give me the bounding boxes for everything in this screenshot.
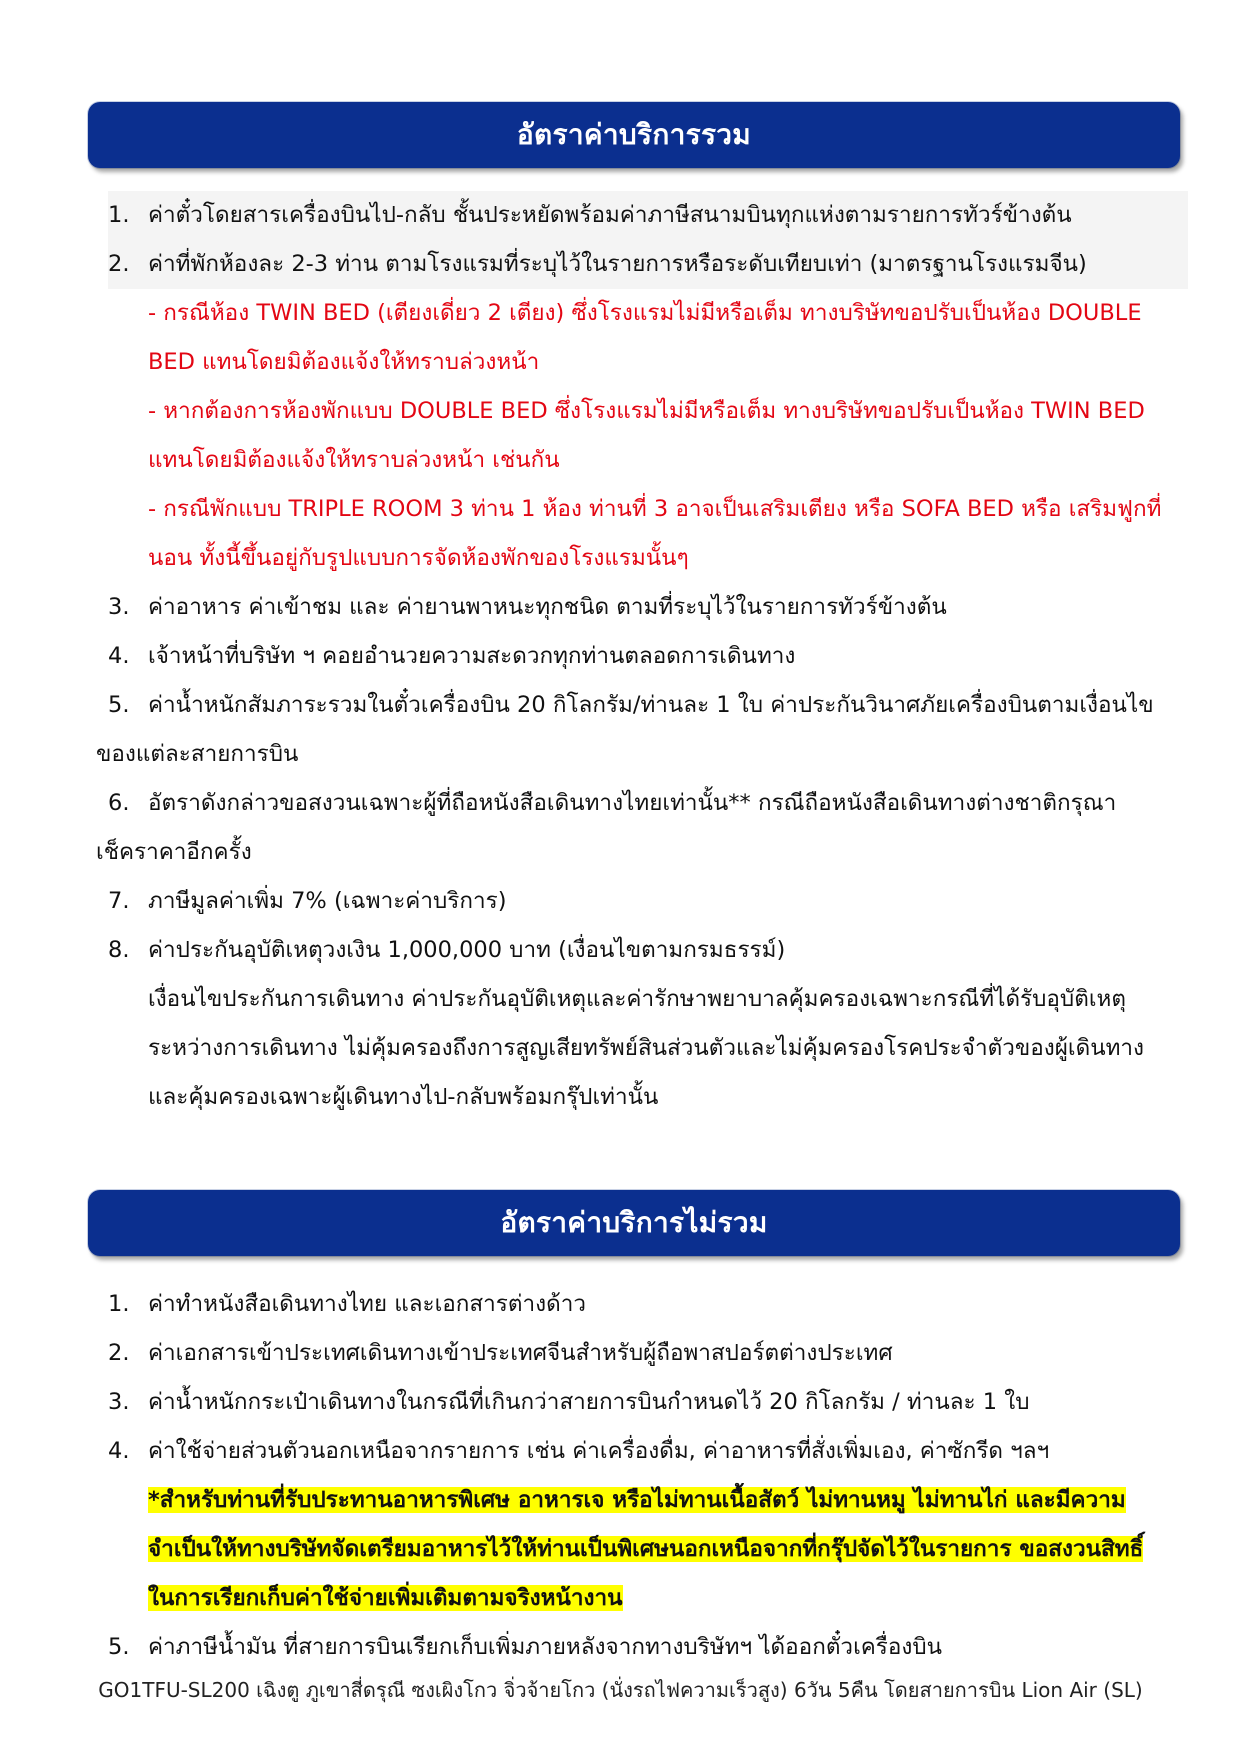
item-text: ค่าน้ำหนักกระเป๋าเดินทางในกรณีที่เกินกว่าสายการบินกำหนดไว้ 20 กิโลกรัม / ท่านละ 1 ใบ xyxy=(148,1389,1030,1415)
highlighted-text: จำเป็นให้ทางบริษัทจัดเตรียมอาหารไว้ให้ท่านเป็นพิเศษนอกเหนือจากที่กรุ๊ปจัดไว้ในรายการ ขอสงวนสิทธิ์ xyxy=(148,1536,1144,1562)
item-text: ค่าประกันอุบัติเหตุวงเงิน 1,000,000 บาท (เงื่อนไขตามกรมธรรม์) xyxy=(148,937,786,963)
excluded-title: อัตราค่าบริการไม่รวม xyxy=(500,1206,768,1239)
item-text: ค่าน้ำหนักสัมภาระรวมในตั๋วเครื่องบิน 20 กิโลกรัม/ท่านละ 1 ใบ ค่าประกันวินาศภัยเครื่องบินตามเงื่อนไข xyxy=(148,692,1154,718)
item-text: ภาษีมูลค่าเพิ่ม 7% (เฉพาะค่าบริการ) xyxy=(148,888,507,914)
room-note-line: นอน ทั้งนี้ขึ้นอยู่กับรูปแบบการจัดห้องพักของโรงแรมนั้นๆ xyxy=(148,545,689,571)
highlighted-text: ในการเรียกเก็บค่าใช้จ่ายเพิ่มเติมตามจริงหน้างาน xyxy=(148,1585,623,1611)
excluded-banner xyxy=(88,1190,1180,1256)
item-text: ค่าตั๋วโดยสารเครื่องบินไป-กลับ ชั้นประหยัดพร้อมค่าภาษีสนามบินทุกแห่งตามรายการทัวร์ข้างต้น xyxy=(148,202,1072,228)
item-number: 3. xyxy=(108,594,130,620)
item-text: ค่าอาหาร ค่าเข้าชม และ ค่ายานพาหนะทุกชนิด ตามที่ระบุไว้ในรายการทัวร์ข้างต้น xyxy=(148,594,947,620)
item-number: 2. xyxy=(108,1340,130,1366)
list-item xyxy=(108,779,1188,828)
room-note-line: - หากต้องการห้องพักแบบ DOUBLE BED ซึ่งโรงแรมไม่มีหรือเต็ม ทางบริษัทขอปรับเป็นห้อง TWIN BED xyxy=(148,398,1145,424)
item-text: ค่าภาษีน้ำมัน ที่สายการบินเรียกเก็บเพิ่มภายหลังจากทางบริษัทฯ ได้ออกตั๋วเครื่องบิน xyxy=(148,1634,943,1660)
item-text: ค่าเอกสารเข้าประเทศเดินทางเข้าประเทศจีนสำหรับผู้ถือพาสปอร์ตต่างประเทศ xyxy=(148,1340,893,1366)
included-banner xyxy=(88,102,1180,168)
item-number: 6. xyxy=(108,790,130,816)
item-continuation: เช็คราคาอีกครั้ง xyxy=(96,839,252,865)
room-note-line: BED แทนโดยมิต้องแจ้งให้ทราบล่วงหน้า xyxy=(148,349,540,375)
highlighted-text: *สำหรับท่านที่รับประทานอาหารพิเศษ อาหารเจ หรือไม่ทานเนื้อสัตว์ ไม่ทานหมู ไม่ทานไก่ และมีความ xyxy=(148,1487,1126,1513)
included-title: อัตราค่าบริการรวม xyxy=(516,118,752,151)
list-item xyxy=(108,1378,1188,1427)
list-item xyxy=(108,583,1188,632)
insurance-note-line: เงื่อนไขประกันการเดินทาง ค่าประกันอุบัติเหตุและค่ารักษาพยาบาลคุ้มครองเฉพาะกรณีที่ได้รับอุบัติเหตุ xyxy=(148,986,1126,1012)
special-meal-note-line xyxy=(108,1476,1188,1525)
insurance-note-line: และคุ้มครองเฉพาะผู้เดินทางไป-กลับพร้อมกรุ๊ปเท่านั้น xyxy=(148,1084,659,1110)
included-list xyxy=(96,191,1188,1122)
special-meal-note-line xyxy=(108,1574,1188,1623)
list-item xyxy=(108,240,1188,289)
item-text: ค่าที่พักห้องละ 2-3 ท่าน ตามโรงแรมที่ระบุไว้ในรายการหรือระดับเทียบเท่า (มาตรฐานโรงแรมจีน) xyxy=(148,251,1087,277)
list-item xyxy=(108,681,1188,730)
list-item xyxy=(108,1427,1188,1476)
footer: GO1TFU-SL200 เฉิงตู ภูเขาสี่ดรุณี ซงเผิงโกว จิ่วจ้ายโกว (นั่งรถไฟความเร็วสูง) 6วัน 5คืน โดยสายการบิน Lion Air (SL) xyxy=(98,1678,1143,1702)
room-note-line: - กรณีพักแบบ TRIPLE ROOM 3 ท่าน 1 ห้อง ท่านที่ 3 อาจเป็นเสริมเตียง หรือ SOFA BED หรือ เสริมฟูกที่ xyxy=(148,496,1162,522)
insurance-note-line: ระหว่างการเดินทาง ไม่คุ้มครองถึงการสูญเสียทรัพย์สินส่วนตัวและไม่คุ้มครองโรคประจำตัวของผู้เดินทาง xyxy=(148,1035,1145,1061)
item-number: 4. xyxy=(108,643,130,669)
room-note-line: แทนโดยมิต้องแจ้งให้ทราบล่วงหน้า เช่นกัน xyxy=(148,447,560,473)
list-item xyxy=(108,191,1188,240)
item-continuation: ของแต่ละสายการบิน xyxy=(96,741,299,767)
item-number: 3. xyxy=(108,1389,130,1415)
item-text: อัตราดังกล่าวขอสงวนเฉพาะผู้ที่ถือหนังสือเดินทางไทยเท่านั้น** กรณีถือหนังสือเดินทางต่างชาติกรุณา xyxy=(148,790,1117,816)
item-number: 1. xyxy=(108,202,130,228)
item-number: 4. xyxy=(108,1438,130,1464)
list-item xyxy=(108,926,1188,975)
item-text: เจ้าหน้าที่บริษัท ฯ คอยอำนวยความสะดวกทุกท่านตลอดการเดินทาง xyxy=(148,643,796,669)
item-number: 5. xyxy=(108,1634,130,1660)
item-number: 8. xyxy=(108,937,130,963)
item-number: 2. xyxy=(108,251,130,277)
item-text: ค่าทำหนังสือเดินทางไทย และเอกสารต่างด้าว xyxy=(148,1291,586,1317)
item-number: 7. xyxy=(108,888,130,914)
list-item xyxy=(108,632,1188,681)
item-number: 1. xyxy=(108,1291,130,1317)
special-meal-note-line xyxy=(108,1525,1188,1574)
excluded-list xyxy=(108,1280,1188,1672)
item-number: 5. xyxy=(108,692,130,718)
room-note-line: - กรณีห้อง TWIN BED (เตียงเดี่ยว 2 เตียง) ซึ่งโรงแรมไม่มีหรือเต็ม ทางบริษัทขอปรับเป็นห้อง DOUBLE xyxy=(148,300,1142,326)
list-item xyxy=(108,1329,1188,1378)
list-item xyxy=(108,877,1188,926)
list-item xyxy=(108,1623,1188,1672)
item-text: ค่าใช้จ่ายส่วนตัวนอกเหนือจากรายการ เช่น ค่าเครื่องดื่ม, ค่าอาหารที่สั่งเพิ่มเอง, ค่าซักรีด ฯลฯ xyxy=(148,1438,1050,1464)
list-item xyxy=(108,1280,1188,1329)
